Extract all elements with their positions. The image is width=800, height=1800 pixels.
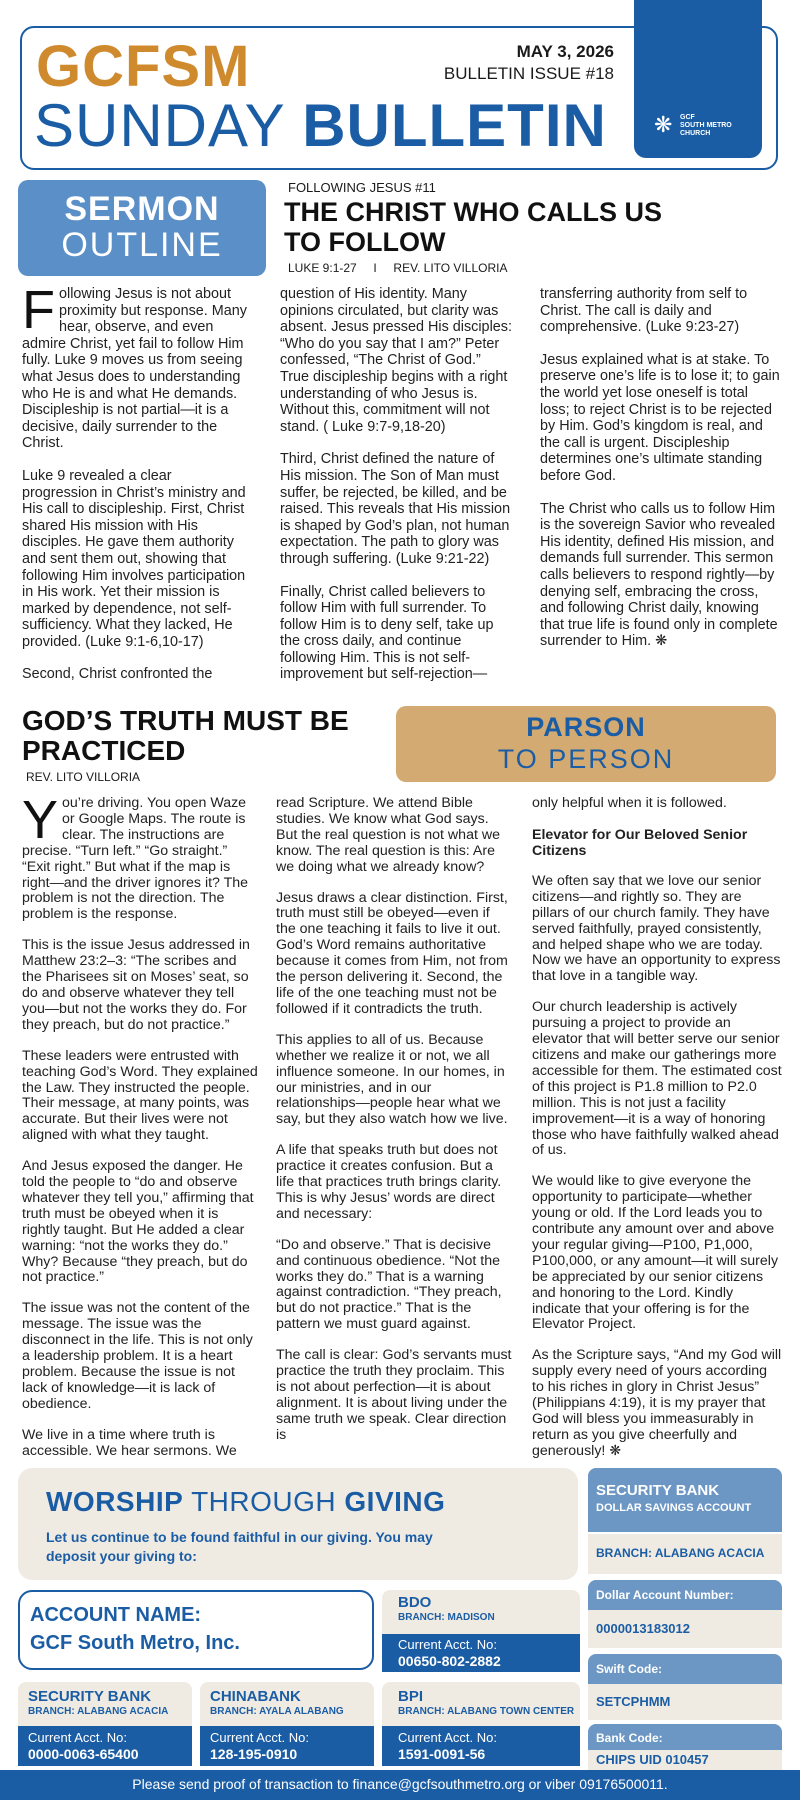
dollar-branch: BRANCH: ALABANG ACACIA [596,1546,765,1560]
dollar-account-header [588,1468,782,1532]
church-logo-icon: ❋ [654,112,673,137]
dollar-account-type: DOLLAR SAVINGS ACCOUNT [596,1502,752,1514]
account-label: Current Acct. No: [398,1637,497,1652]
sermon-column-2: question of His identity. Many opinions circulated, but clarity was absent. Jesus pressed His disciples: “Who do you say that I am?” Peter confessed, “The Christ of God.” True discipleship begins with a right understanding of who Jesus is. Without this, commitment will not stand. ( Luke 9:7-9,18-20) Third, Christ defined the nature of His mission. The Son of Man must suffer, be rejected, be killed, and be raised. This reveals that His mission is shaped by God’s plan, not human expectation. The path to glory was through suffering. (Luke 9:21-22) Finally, Christ called believers to follow Him with full surrender. To follow Him is to deny self, take up the cross daily, and continue following Him. This is not self-improvement but self-rejection— [280,286,512,683]
article-title: GOD’S TRUTH MUST BE PRACTICED [22,705,349,766]
end-mark-icon: ❋ [609,1442,622,1459]
sermon-series: FOLLOWING JESUS #11 [288,180,436,195]
giving-title: WORSHIP THROUGH GIVING [46,1486,446,1517]
footer-text: Please send proof of transaction to finance@gcfsouthmetro.org or viber 09176500011. [132,1776,668,1792]
swift-code: SETCPHMM [596,1694,671,1709]
sermon-column-1: Following Jesus is not about proximity but response. Many hear, observe, and even admire Christ, yet fail to follow Him fully. Luke 9 moves us from seeing what Jesus does to understanding who He is and what He demands. Discipleship is not partial—it is a decisive, daily surrender to the Christ. Luke 9 revealed a clear progression in Christ’s ministry and His call to discipleship. First, Christ shared His mission with His disciples. He gave them authority and sent them out, showing that following Him involves participation in His work. Yet their mission is marked by dependence, not self-sufficiency. What they lacked, He provided. (Luke 9:1-6,10-17) Second, Christ confronted the [22,280,247,683]
bank-branch: BRANCH: ALABANG TOWN CENTER [398,1706,575,1717]
bulletin-title [34,92,607,159]
bank-code-label: Bank Code: [596,1731,663,1745]
account-label: Current Acct. No: [28,1730,127,1745]
bank-name: BDO [398,1594,432,1611]
parson-label-1: PARSON [526,712,646,742]
account-name-label: ACCOUNT NAME: [30,1604,202,1626]
org-name: GCFSM [36,34,251,99]
bank-name: SECURITY BANK [28,1688,152,1705]
article-column-2: read Scripture. We attend Bible studies. We know what God says. But the real question is not what we know. The real question is this: Are we doing what we already know? Jesus draws a clear distinction. First, truth must still be obeyed—even if the one teaching it fails to live it out. God’s Word remains authoritative because it comes from Him, not from the person delivering it. Second, the life of the one teaching must not be followed if it contradicts the truth. This applies to all of us. Because whether we realize it or not, we all influence someone. In our homes, in our ministries, and in our relationships—people hear what we say, but they also watch how we live. A life that speaks truth but does not practice it creates confusion. But a life that practices truth brings clarity. This is why Jesus’ words are direct and necessary: “Do and observe.” That is decisive and continuous obedience. “Not the works they do.” That is a warning against contradiction. “They preach, but do not practice.” That is the pattern we must guard against. The call is clear: God’s servants must practice the truth they proclaim. This is not about perfection—it is about alignment. It is about living under the same truth we speak. Clear direction is [276,795,512,1443]
account-label: Current Acct. No: [210,1730,309,1745]
sermon-label-2: OUTLINE [61,226,223,264]
end-mark-icon: ❋ [655,633,668,650]
account-number: 00650-802-2882 [398,1653,501,1669]
dollar-bank-name: SECURITY BANK [596,1482,720,1499]
dollar-acct-number: 0000013183012 [596,1621,690,1636]
parson-column: only helpful when it is followed. Elevator for Our Beloved Senior Citizens We often say that we love our senior citizens—and rightly so. They are pillars of our church family. They have served faithfully, prayed consistently, and helped shape who we are today. Now we have an opportunity to express that love in a tangible way. Our church leadership is actively pursuing a project to provide an elevator that will better serve our senior citizens and make our gatherings more accessible for them. The estimated cost of this project is P1.8 million to P2.0 million. This is not just a facility improvement—it is a way of honoring those who have faithfully walked ahead of us. We would like to give everyone the opportunity to participate—whether young or old. If the Lord leads you to contribute any amount over and above your regular giving—P100, P1,000, P100,000, or any amount—it will surely be appreciated by our senior citizens and honoring to the Lord. Kindly indicate that your offering is for the Elevator Project. As the Scripture says, “And my God will supply every need of yours according to his riches in glory in Christ Jesus” (Philippians 4:19), it is my prayer that God will bless you immeasurably in return as you give cheerfully and generously! ❋ [532,795,782,1459]
article-dropcap: Y [22,790,59,850]
church-logo-text: GCF SOUTH METRO CHURCH [680,114,732,137]
title-bulletin: BULLETIN [302,92,607,159]
sermon-dropcap: F [22,280,55,340]
parson-label-2: TO PERSON [497,744,675,774]
bank-name: BPI [398,1688,424,1705]
article-author: REV. LITO VILLORIA [26,770,141,784]
bank-name: CHINABANK [210,1688,301,1705]
account-name-box [18,1590,374,1670]
bank-branch: BRANCH: ALABANG ACACIA [28,1706,169,1717]
account-number: 1591-0091-56 [398,1746,486,1762]
account-number: 0000-0063-65400 [28,1746,139,1762]
account-label: Current Acct. No: [398,1730,497,1745]
title-sunday: SUNDAY [34,92,285,159]
account-number: 128-195-0910 [210,1746,298,1762]
bulletin-issue: BULLETIN ISSUE #18 [443,64,614,83]
sermon-title: THE CHRIST WHO CALLS US TO FOLLOW [284,197,662,257]
parson-heading: Elevator for Our Beloved Senior Citizens [532,826,748,859]
bank-branch: BRANCH: AYALA ALABANG [210,1706,344,1717]
sermon-column-3: transferring authority from self to Christ. The call is daily and comprehensive. (Luke 9:23-27) Jesus explained what is at stake. To preserve one’s life is to lose it; to gain the world yet lose oneself is total loss; to reject Christ is to be rejected by Him. God’s kingdom is real, and the call is urgent. Discipleship determines one’s ultimate standing before God. The Christ who calls us to follow Him is the sovereign Savior who revealed His identity, defined His mission, and demands full surrender. This sermon calls believers to respond rightly—by denying self, embracing the cross, and following Christ daily, knowing that true life is found only in complete surrender to Him. ❋ [540,286,780,650]
article-column-1: You’re driving. You open Waze or Google Maps. The route is clear. The instructions are precise. “Turn left.” “Go straight.” “Exit right.” But what if the map is right—and the driver ignores it? The problem is not the direction. The problem is the response. This is the issue Jesus addressed in Matthew 23:2–3: “The scribes and the Pharisees sit on Moses’ seat, so do and observe whatever they tell you—but not the works they do. For they preach, but do not practice.” These leaders were entrusted with teaching God’s Word. They explained the Law. They instructed the people. Their message, at many points, was accurate. But their lives were not aligned with what they taught. And Jesus exposed the danger. He told the people to “do and observe whatever they tell you,” affirming that truth must be obeyed when it is rightly taught. But He added a clear warning: “not the works they do.” Why? Because “they preach, but do not practice.” The issue was not the content of the message. The issue was the disconnect in the life. This is not only a leadership problem. It is a heart problem. Because the issue is not lack of knowledge—it is lack of obedience. We live in a time where truth is accessible. We hear sermons. We [22,790,258,1459]
sermon-reference: LUKE 9:1-27 I REV. LITO VILLORIA [288,261,508,275]
bank-code: CHIPS UID 010457 [596,1752,709,1767]
account-name-value: GCF South Metro, Inc. [30,1632,240,1654]
bulletin-date: MAY 3, 2026 [516,42,614,61]
swift-label: Swift Code: [596,1662,662,1676]
giving-subtitle: Let us continue to be found faithful in our giving. You may deposit your giving to: [46,1529,433,1564]
sermon-label-1: SERMON [64,190,220,228]
dollar-acct-label: Dollar Account Number: [596,1588,734,1602]
bank-branch: BRANCH: MADISON [398,1612,495,1623]
